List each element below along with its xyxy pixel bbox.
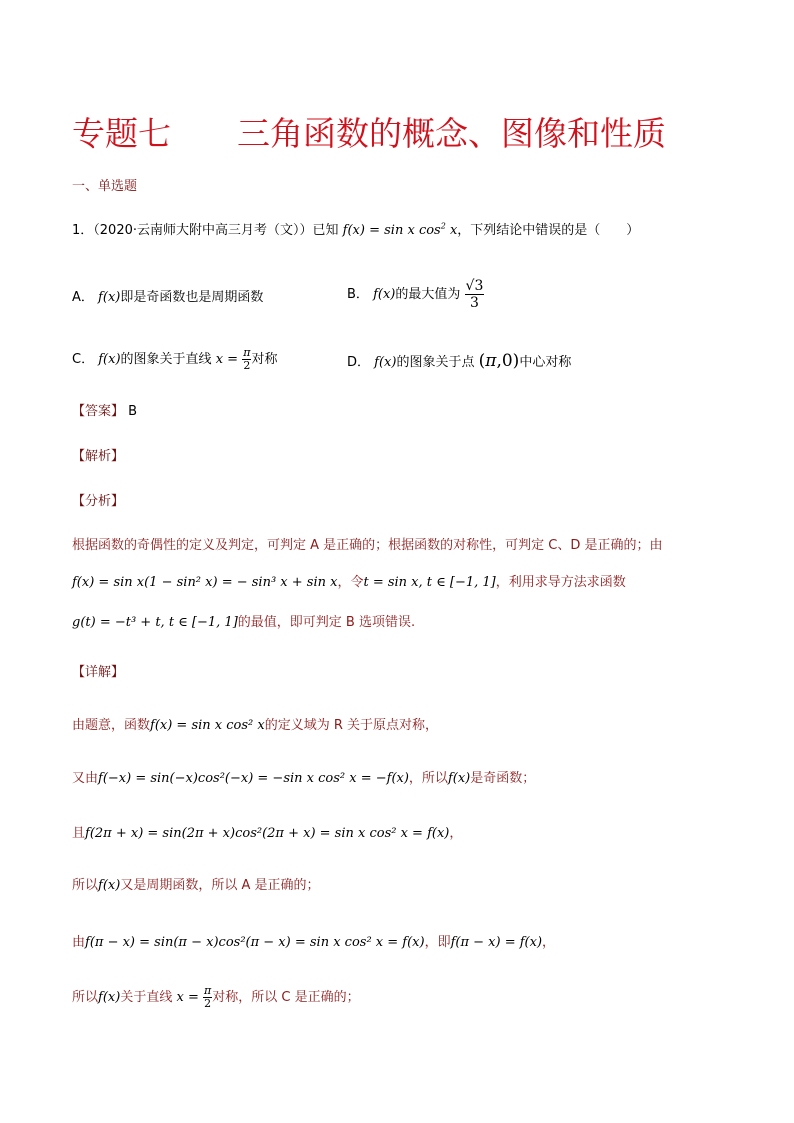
detail-text: 由	[72, 935, 86, 950]
detail-label: 【详解】	[72, 665, 125, 680]
analysis-label: 【解析】	[72, 449, 125, 464]
fenxi-text: ，利用求导方法求函数	[495, 575, 626, 590]
option-a[interactable]	[72, 286, 263, 305]
detail-text: 的定义域为 R 关于原点对称，	[264, 718, 439, 733]
option-line-expr: x =	[215, 352, 239, 367]
answer-row	[72, 400, 137, 419]
option-suffix: 对称	[251, 352, 278, 367]
pi-over-2-fraction: $\frac{\pi}{2}$	[243, 346, 251, 372]
detail-math: f(2π + x) = sin(2π + x)cos²(2π + x) = sin x cos² x = f(x)	[85, 826, 450, 841]
detail-math: f(π − x) = sin(π − x)cos²(π − x) = sin x cos² x = f(x)	[85, 935, 425, 950]
option-letter: A．	[72, 290, 94, 305]
option-letter: D．	[347, 355, 371, 370]
pi-over-2-fraction: $\frac{\pi}{2}$	[204, 984, 212, 1010]
detail-line-2	[72, 767, 535, 786]
question-stem	[72, 219, 639, 238]
option-letter: C．	[72, 352, 95, 367]
option-expr: f(x)	[374, 355, 397, 370]
detail-text: 对称，所以 C 是正确的；	[212, 990, 360, 1005]
title-topic-name: 三角函数的概念、图像和性质	[237, 114, 666, 153]
detail-text: ，即	[424, 935, 451, 950]
detail-text: ，所以	[408, 771, 448, 786]
fenxi-text: ，令	[337, 575, 364, 590]
detail-line-6	[72, 985, 360, 1010]
detail-math: f(x) = sin x cos² x	[150, 718, 265, 733]
fenxi-math-2: t = sin x, t ∈ [−1, 1]	[363, 575, 496, 590]
detail-text: 又是周期函数，所以 A 是正确的；	[120, 878, 320, 893]
option-expr: f(x)	[98, 290, 121, 305]
option-expr: f(x)	[373, 287, 396, 302]
fenxi-line-3	[72, 611, 415, 630]
page-title	[72, 108, 666, 155]
detail-math: f(−x) = sin(−x)cos²(−x) = −sin x cos² x = −f(x)	[98, 771, 409, 786]
option-c[interactable]	[72, 347, 277, 372]
option-value-fraction: $\frac{√3}{3}$	[465, 278, 484, 311]
detail-text: 所以	[72, 990, 99, 1005]
option-letter: B．	[347, 287, 369, 302]
question-suffix: ，下列结论中错误的是（ ）	[457, 223, 640, 238]
detail-math: f(x)	[98, 990, 121, 1005]
option-d[interactable]	[347, 351, 571, 371]
option-point: (π,0)	[478, 351, 520, 371]
fenxi-label: 【分析】	[72, 494, 125, 509]
detail-math: f(x)	[447, 771, 471, 786]
option-text: 的图象关于直线	[120, 352, 212, 367]
fenxi-text: 的最值，即可判定 B 选项错误.	[237, 615, 416, 630]
question-prefix: 已知	[312, 223, 339, 238]
question-function: f(x) = sin x $\cos^2 x$	[342, 221, 458, 238]
detail-line-1	[72, 714, 438, 733]
detail-text: 是奇函数；	[470, 771, 536, 786]
detail-text: 又由	[72, 771, 99, 786]
fenxi-math-1: f(x) = sin x(1 − sin² x) = − sin³ x + sin x	[72, 575, 338, 590]
detail-text: 所以	[72, 878, 99, 893]
title-topic-number: 专题七	[72, 114, 171, 153]
detail-text: ，	[542, 935, 556, 950]
option-text: 即是奇函数也是周期函数	[120, 290, 264, 305]
detail-line-4	[72, 874, 319, 893]
detail-math: f(x)	[98, 878, 121, 893]
detail-text: 且	[72, 826, 86, 841]
option-expr: f(x)	[98, 352, 121, 367]
answer-label: 【答案】	[72, 404, 125, 419]
section-heading: 一、单选题	[72, 179, 138, 194]
fenxi-line-2	[72, 571, 626, 590]
question-source: （2020·云南师大附中高三月考（文））	[93, 223, 313, 238]
detail-text: 关于直线	[120, 990, 173, 1005]
question-number: 1．	[72, 223, 94, 238]
answer-value: B	[128, 404, 138, 419]
detail-line-3	[72, 822, 462, 841]
option-b[interactable]	[347, 278, 484, 311]
detail-math: f(π − x) = f(x)	[450, 935, 543, 950]
detail-math: x =	[176, 990, 199, 1005]
detail-line-5	[72, 931, 555, 950]
detail-text: ，	[449, 826, 463, 841]
option-text: 的图象关于点	[396, 355, 475, 370]
option-text: 的最大值为	[395, 287, 461, 302]
fenxi-math-3: g(t) = −t³ + t, t ∈ [−1, 1]	[72, 615, 238, 630]
detail-text: 由题意，函数	[72, 718, 151, 733]
option-suffix: 中心对称	[519, 355, 572, 370]
fenxi-line-1: 根据函数的奇偶性的定义及判定，可判定 A 是正确的；根据函数的对称性，可判定 C、D 是正确的；由	[72, 538, 663, 553]
